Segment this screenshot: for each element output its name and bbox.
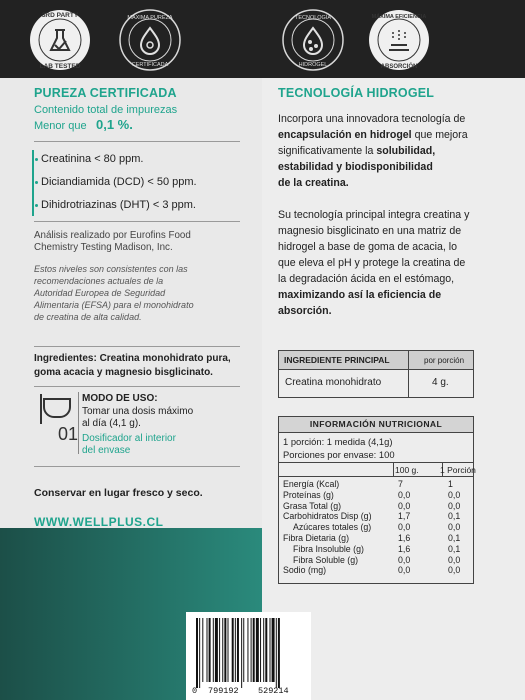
barcode-bar	[213, 618, 214, 682]
website-link[interactable]: WWW.WELLPLUS.CL	[34, 515, 164, 529]
barcode-digits-1: 799192	[208, 686, 239, 696]
p2-bold-1: maximizando así la eficiencia de	[278, 289, 442, 301]
p2-bold-2: absorción.	[278, 305, 332, 317]
bullet-dot	[35, 158, 38, 161]
nutri-row-100g: 1,7	[398, 511, 411, 522]
modo-line-1: Tomar una dosis máximo	[82, 406, 194, 417]
nutri-row-label: Energía (Kcal)	[283, 479, 340, 489]
ingredients-line-2: goma acacia y magnesio bisglicinato.	[34, 367, 213, 378]
bullet-dht: Dihidrotriazinas (DHT) < 3 ppm.	[41, 199, 196, 211]
modo-line-2: al día (4,1 g).	[82, 418, 141, 429]
analysis-line-1: Análisis realizado por Eurofins Food	[34, 230, 191, 241]
svg-text:TECNOLOGÍA: TECNOLOGÍA	[294, 15, 332, 21]
p2-line-3: hidrogel a base de goma de acacia, lo	[278, 241, 458, 253]
ingredient-header-left: INGREDIENTE PRINCIPAL	[284, 355, 390, 365]
menor-label: Menor que	[34, 120, 87, 132]
nutri-row-100g: 0,0	[398, 500, 411, 511]
barcode-bar	[209, 618, 211, 682]
conservar-text: Conservar en lugar fresco y seco.	[34, 487, 203, 499]
nutri-row-porcion: 0,1	[448, 533, 461, 543]
p2-line-1: Su tecnología principal integra creatina y	[278, 209, 470, 221]
barcode-bar	[224, 618, 226, 682]
modo-divider	[78, 392, 79, 454]
bullet-creatinina: Creatinina < 80 ppm.	[41, 153, 144, 165]
barcode-bar	[196, 618, 198, 688]
nutri-row-label: Sodio (mg)	[283, 565, 327, 576]
barcode-bar	[260, 618, 261, 682]
pureza-badge-icon	[118, 8, 182, 72]
barcode-bar	[276, 618, 277, 688]
barcode-bar	[228, 618, 229, 682]
nutri-divider	[278, 432, 474, 433]
hidrogel-line-2: encapsulación en hidrogel que mejora	[278, 129, 468, 141]
ingredient-row-left: Creatina monohidrato	[285, 377, 382, 388]
nutri-row-label: Fibra Insoluble (g)	[293, 543, 364, 554]
nutri-col-100g: 100 g.	[395, 465, 419, 475]
nutri-row-label: Azúcares totales (g)	[293, 522, 372, 533]
divider	[34, 466, 240, 467]
scoop-handle	[40, 394, 42, 424]
barcode-bar	[202, 618, 203, 682]
efsa-line-4: Alimentaria (EFSA) para el monohidrato	[34, 300, 194, 310]
bullet-dot	[35, 181, 38, 184]
barcode-bar	[278, 618, 280, 688]
barcode-bar	[237, 618, 239, 682]
hidrogel-title: TECNOLOGÍA HIDROGEL	[278, 86, 435, 100]
bullet-dcd: Diciandiamida (DCD) < 50 ppm.	[41, 176, 197, 188]
divider	[34, 386, 240, 387]
p2-line-2: magnesio bisglicinato en una matriz de	[278, 225, 462, 237]
nutri-row-label: Fibra Dietaria (g)	[283, 533, 349, 543]
barcode-bar	[215, 618, 218, 682]
nutri-row-porcion: 0,0	[448, 489, 461, 500]
barcode-bar	[241, 618, 242, 688]
barcode-bar	[256, 618, 259, 682]
nutri-row-100g: 0,0	[398, 554, 411, 565]
nutri-row-100g: 1,6	[398, 543, 411, 554]
barcode-bar	[265, 618, 267, 682]
ingredient-header-right: por porción	[424, 356, 465, 365]
nutri-porcion: 1 porción: 1 medida (4,1g)	[283, 436, 393, 447]
p2-line-4: que eleva el pH y protege la creatina de	[278, 257, 466, 269]
barcode-bar	[251, 618, 252, 682]
barcode-bar	[247, 618, 248, 682]
nutri-row-100g: 0,0	[398, 522, 411, 533]
svg-text:MÁXIMA PUREZA: MÁXIMA PUREZA	[127, 15, 173, 21]
svg-text:CERTIFICADA: CERTIFICADA	[131, 62, 169, 68]
efsa-line-3: Autoridad Europea de Seguridad	[34, 288, 166, 298]
dose-number: 01	[58, 424, 79, 444]
nutri-porciones: Porciones por envase: 100	[283, 449, 395, 460]
nutri-row-porcion: 1	[448, 479, 453, 489]
svg-text:LAB TESTED: LAB TESTED	[39, 63, 81, 70]
nutri-row-label: Grasa Total (g)	[283, 500, 342, 511]
ingredients-line-1: Ingredientes: Creatina monohidrato pura,	[34, 353, 231, 364]
nutri-row-porcion: 0,1	[448, 511, 461, 522]
efsa-line-1: Estos niveles son consistentes con las	[34, 264, 188, 274]
barcode	[186, 612, 311, 700]
nutrition-title: INFORMACIÓN NUTRICIONAL	[309, 419, 443, 429]
efsa-line-2: recomendaciones actuales de la	[34, 276, 164, 286]
nutri-row-porcion: 0,0	[448, 565, 461, 576]
nutri-row-porcion: 0,1	[448, 543, 461, 554]
dosificador-line-2: del envase	[82, 445, 131, 456]
svg-text:ABSORCIÓN: ABSORCIÓN	[380, 64, 418, 70]
ingredient-row-right: 4 g.	[432, 377, 449, 388]
nutri-row-100g: 0,0	[398, 489, 411, 500]
barcode-digit-0: 0	[192, 686, 198, 696]
nutri-col-porcion: 1 Porción	[440, 465, 476, 475]
dosificador-line-1: Dosificador al interior	[82, 433, 176, 444]
lab-tested-badge-icon	[28, 8, 92, 72]
divider	[34, 141, 240, 142]
scoop-icon	[42, 397, 72, 419]
barcode-bar	[199, 618, 200, 688]
efsa-line-5: de creatina de alta calidad.	[34, 312, 142, 322]
modo-title: MODO DE USO:	[82, 393, 158, 404]
nutri-row-label: Carbohidratos Disp (g)	[283, 511, 372, 522]
nutri-row-100g: 0,0	[398, 565, 411, 576]
nutri-row-label: Fibra Soluble (g)	[293, 554, 359, 565]
nutri-row-porcion: 0,0	[448, 554, 461, 565]
barcode-bar	[222, 618, 223, 682]
barcode-bar	[263, 618, 264, 682]
barcode-bar	[235, 618, 236, 682]
menor-value: 0,1 %.	[96, 117, 133, 132]
absorcion-badge-icon	[367, 8, 431, 72]
nutri-col-divider	[393, 462, 394, 476]
barcode-bar	[253, 618, 255, 682]
barcode-bar	[232, 618, 234, 682]
bullet-dot	[35, 204, 38, 207]
bullet-bar	[32, 150, 34, 216]
divider	[34, 221, 240, 222]
barcode-bar	[270, 618, 271, 682]
nutri-row-porcion: 0,0	[448, 500, 461, 511]
nutri-row-porcion: 0,0	[448, 522, 461, 533]
table-col-divider	[408, 351, 409, 397]
divider	[34, 346, 240, 347]
hidrogel-line-4: estabilidad y biodisponibilidad	[278, 161, 433, 173]
svg-text:MÁXIMA EFICIENCIA: MÁXIMA EFICIENCIA	[371, 14, 427, 20]
nutri-row-label: Proteínas (g)	[283, 489, 334, 500]
hidrogel-line-1: Incorpora una innovadora tecnología de	[278, 113, 466, 125]
table-row-divider	[278, 369, 474, 370]
nutri-row-100g: 7	[398, 479, 403, 489]
p2-line-5: la degradación ácida en el estómago,	[278, 273, 455, 285]
hidrogel-badge-icon	[281, 8, 345, 72]
analysis-line-2: Chemistry Testing Madison, Inc.	[34, 242, 173, 253]
barcode-bars	[186, 612, 311, 700]
barcode-bar	[272, 618, 275, 682]
svg-text:HIDROGEL: HIDROGEL	[298, 62, 328, 68]
hidrogel-line-3: significativamente la solubilidad,	[278, 145, 436, 157]
nutri-divider	[278, 462, 474, 463]
nutri-row-100g: 1,6	[398, 533, 411, 543]
barcode-bar	[243, 618, 244, 682]
barcode-bar	[219, 618, 220, 682]
barcode-bar	[207, 618, 208, 682]
barcode-digits-2: 529214	[258, 686, 289, 696]
svg-text:3RD PARTY: 3RD PARTY	[41, 12, 79, 19]
impurezas-subtitle: Contenido total de impurezas	[34, 104, 178, 116]
nutri-divider	[278, 476, 474, 477]
hidrogel-line-5: de la creatina.	[278, 177, 349, 189]
pureza-title: PUREZA CERTIFICADA	[34, 86, 177, 100]
